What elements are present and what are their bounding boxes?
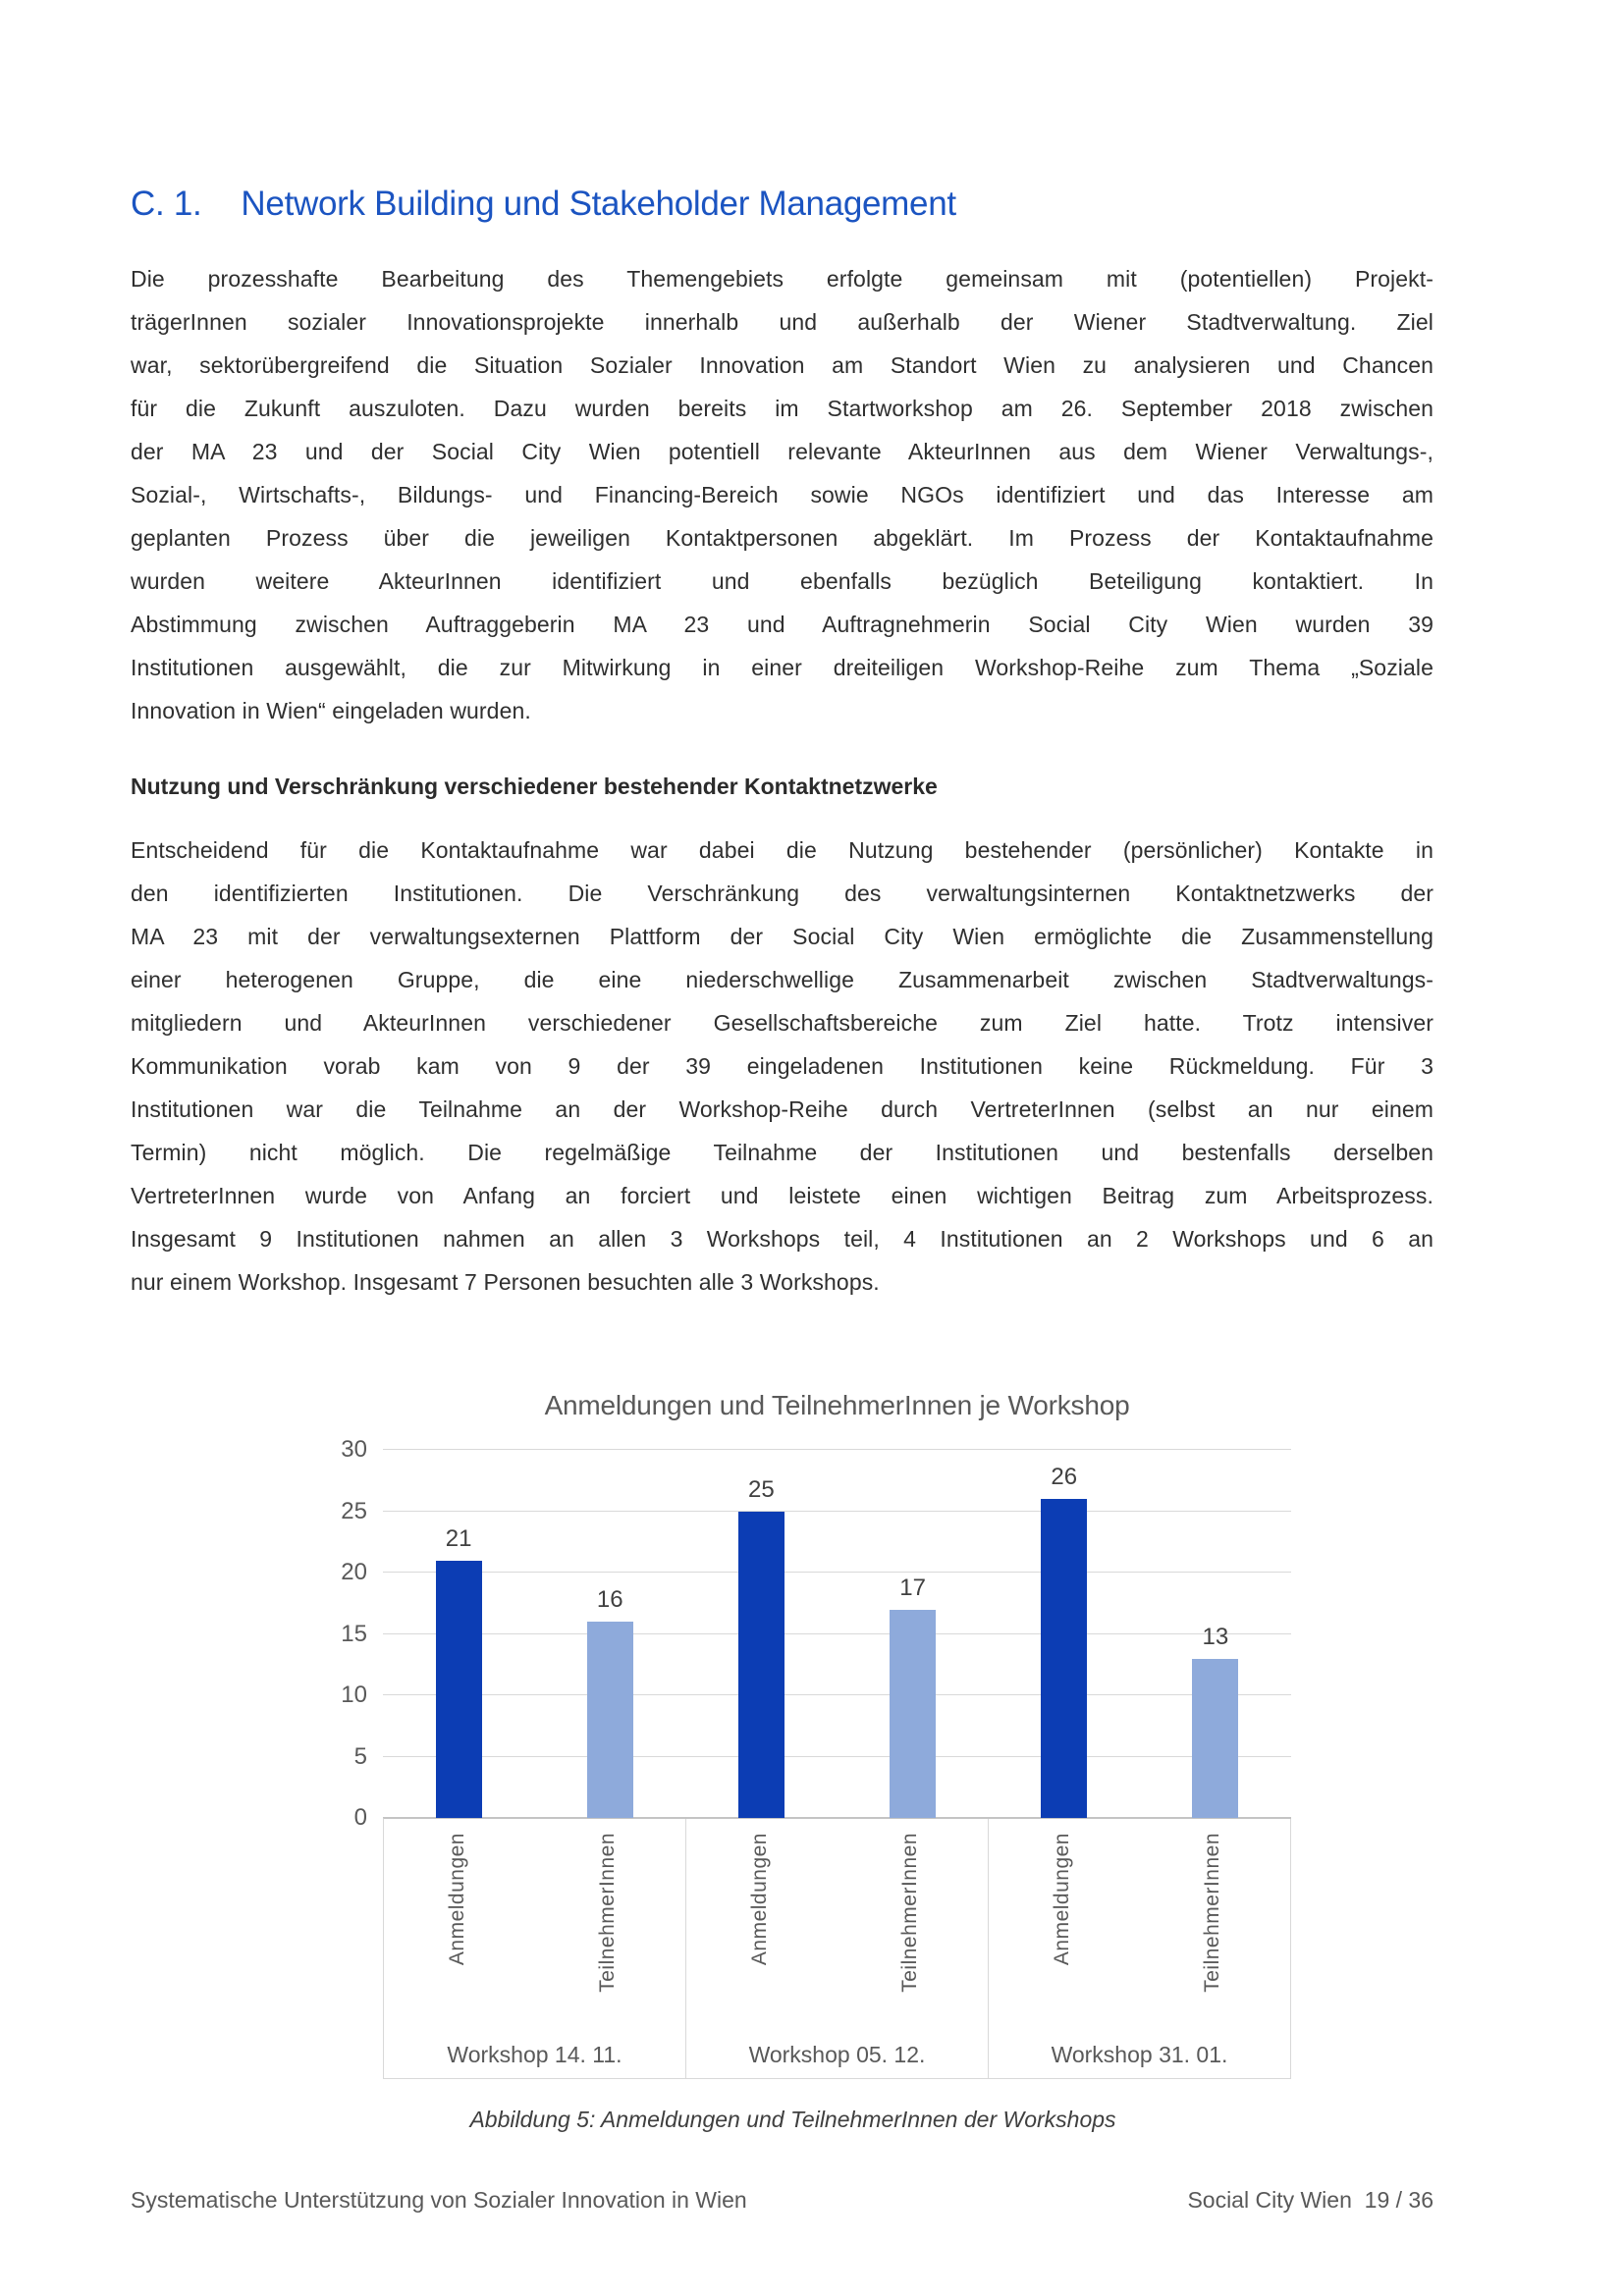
- gridline: [383, 1572, 1291, 1573]
- text-line: der MA 23 und der Social City Wien potentiell relevante AkteurInnen aus dem Wiener Verwaltungs-,: [131, 439, 1434, 464]
- subheading: Nutzung und Verschränkung verschiedener bestehender Kontaktnetzwerke: [131, 774, 938, 799]
- gridline: [383, 1449, 1291, 1450]
- bar-teilnehmerinnen: [587, 1622, 633, 1818]
- footer-left-text: Systematische Unterstützung von Sozialer Innovation in Wien: [131, 2187, 747, 2213]
- text-line: mitgliedern und AkteurInnen verschiedener Gesellschaftsbereiche zum Ziel hatte. Trotz intensiver: [131, 1010, 1434, 1036]
- text-line: wurden weitere AkteurInnen identifiziert und ebenfalls bezüglich Beteiligung kontaktiert. In: [131, 568, 1434, 594]
- text-line: war, sektorübergreifend die Situation Sozialer Innovation am Standort Wien zu analysieren und Chancen: [131, 352, 1434, 378]
- workshop-group-label: Workshop 05. 12.: [748, 2042, 926, 2067]
- category-group: [989, 1819, 1291, 2078]
- text-line: VertreterInnen wurde von Anfang an forciert und leistete einen wichtigen Beitrag zum Arbeitsprozess.: [131, 1183, 1434, 1208]
- bar-value-label: 17: [899, 1574, 926, 1601]
- series-category-label: Anmeldungen: [747, 1833, 771, 1966]
- series-category-label: Anmeldungen: [445, 1833, 468, 1966]
- workshop-group-label: Workshop 14. 11.: [447, 2042, 622, 2067]
- bar-anmeldungen: [738, 1512, 784, 1819]
- paragraph-1: [131, 257, 1434, 732]
- footer-right-text: Social City Wien 19 / 36: [1187, 2187, 1434, 2213]
- bar-value-label: 25: [748, 1475, 775, 1503]
- y-axis-tick-label: 10: [341, 1682, 367, 1708]
- y-axis-tick-label: 5: [353, 1742, 367, 1770]
- section-heading: [131, 185, 1434, 224]
- text-line: Sozial-, Wirtschafts-, Bildungs- und Financing-Bereich sowie NGOs identifiziert und das Interesse am: [131, 482, 1434, 507]
- series-category-label: TeilnehmerInnen: [596, 1833, 620, 1993]
- y-axis-tick-label: 0: [353, 1804, 367, 1831]
- gridline: [383, 1511, 1291, 1512]
- paragraph-2: [131, 828, 1434, 1304]
- y-axis-tick-label: 25: [341, 1497, 367, 1524]
- category-group: [686, 1819, 989, 2078]
- workshop-group-label: Workshop 31. 01.: [1051, 2042, 1228, 2067]
- text-line: den identifizierten Institutionen. Die Verschränkung des verwaltungsinternen Kontaktnetzwerks der: [131, 881, 1434, 906]
- text-line: geplanten Prozess über die jeweiligen Kontaktpersonen abgeklärt. Im Prozess der Kontaktaufnahme: [131, 525, 1434, 551]
- gridline: [383, 1633, 1291, 1634]
- gridline: [383, 1756, 1291, 1757]
- text-line: Institutionen war die Teilnahme an der Workshop-Reihe durch VertreterInnen (selbst an nur einem: [131, 1096, 1434, 1122]
- y-axis-tick-label: 15: [341, 1620, 367, 1647]
- gridline: [383, 1694, 1291, 1695]
- text-line: für die Zukunft auszuloten. Dazu wurden bereits im Startworkshop am 26. September 2018 zwischen: [131, 396, 1434, 421]
- text-line: Innovation in Wien“ eingeladen wurden.: [131, 698, 531, 723]
- section-number: C. 1.: [131, 185, 202, 223]
- bar-chart: [295, 1382, 1291, 2081]
- series-category-label: Anmeldungen: [1050, 1833, 1073, 1966]
- chart-plot-area: [341, 1436, 1291, 1831]
- text-line: MA 23 mit der verwaltungsexternen Plattform der Social City Wien ermöglichte die Zusammenstellung: [131, 924, 1434, 949]
- figure-caption: Abbildung 5: Anmeldungen und TeilnehmerInnen der Workshops: [469, 2107, 1116, 2132]
- y-axis-tick-label: 30: [341, 1436, 367, 1463]
- text-line: trägerInnen sozialer Innovationsprojekte innerhalb und außerhalb der Wiener Stadtverwaltung. Ziel: [131, 309, 1434, 335]
- text-line: Abstimmung zwischen Auftraggeberin MA 23 und Auftragnehmerin Social City Wien wurden 39: [131, 612, 1434, 637]
- bar-value-label: 13: [1202, 1623, 1229, 1650]
- y-axis-tick-label: 20: [341, 1559, 367, 1585]
- chart-title: Anmeldungen und TeilnehmerInnen je Workshop: [544, 1390, 1130, 1420]
- text-line: Die prozesshafte Bearbeitung des Themengebiets erfolgte gemeinsam mit (potentiellen) Projekt-: [131, 266, 1434, 292]
- bar-teilnehmerinnen: [1192, 1659, 1238, 1819]
- page-footer: [131, 2187, 1434, 2214]
- series-category-label: TeilnehmerInnen: [1201, 1833, 1224, 1993]
- section-title: Network Building und Stakeholder Management: [241, 185, 956, 223]
- text-line: Entscheidend für die Kontaktaufnahme war dabei die Nutzung bestehender (persönlicher) Kontakte in: [131, 837, 1434, 863]
- series-category-label: TeilnehmerInnen: [898, 1833, 922, 1993]
- text-line: Insgesamt 9 Institutionen nahmen an allen 3 Workshops teil, 4 Institutionen an 2 Workshops und 6 an: [131, 1226, 1434, 1252]
- bar-teilnehmerinnen: [890, 1610, 936, 1819]
- text-line: Kommunikation vorab kam von 9 der 39 eingeladenen Institutionen keine Rückmeldung. Für 3: [131, 1053, 1434, 1079]
- bar-value-label: 26: [1051, 1464, 1078, 1490]
- text-line: Termin) nicht möglich. Die regelmäßige Teilnahme der Institutionen und bestenfalls derselben: [131, 1140, 1434, 1165]
- bar-anmeldungen: [436, 1561, 482, 1819]
- bar-anmeldungen: [1041, 1499, 1087, 1818]
- text-line: einer heterogenen Gruppe, die eine niederschwellige Zusammenarbeit zwischen Stadtverwaltungs-: [131, 967, 1434, 992]
- category-group: [384, 1819, 686, 2078]
- bar-value-label: 21: [445, 1524, 472, 1552]
- bar-value-label: 16: [596, 1586, 623, 1613]
- text-line: Institutionen ausgewählt, die zur Mitwirkung in einer dreiteiligen Workshop-Reihe zum Thema „Soziale: [131, 655, 1434, 680]
- text-line: nur einem Workshop. Insgesamt 7 Personen besuchten alle 3 Workshops.: [131, 1269, 880, 1295]
- chart-category-axis: [383, 1818, 1291, 2079]
